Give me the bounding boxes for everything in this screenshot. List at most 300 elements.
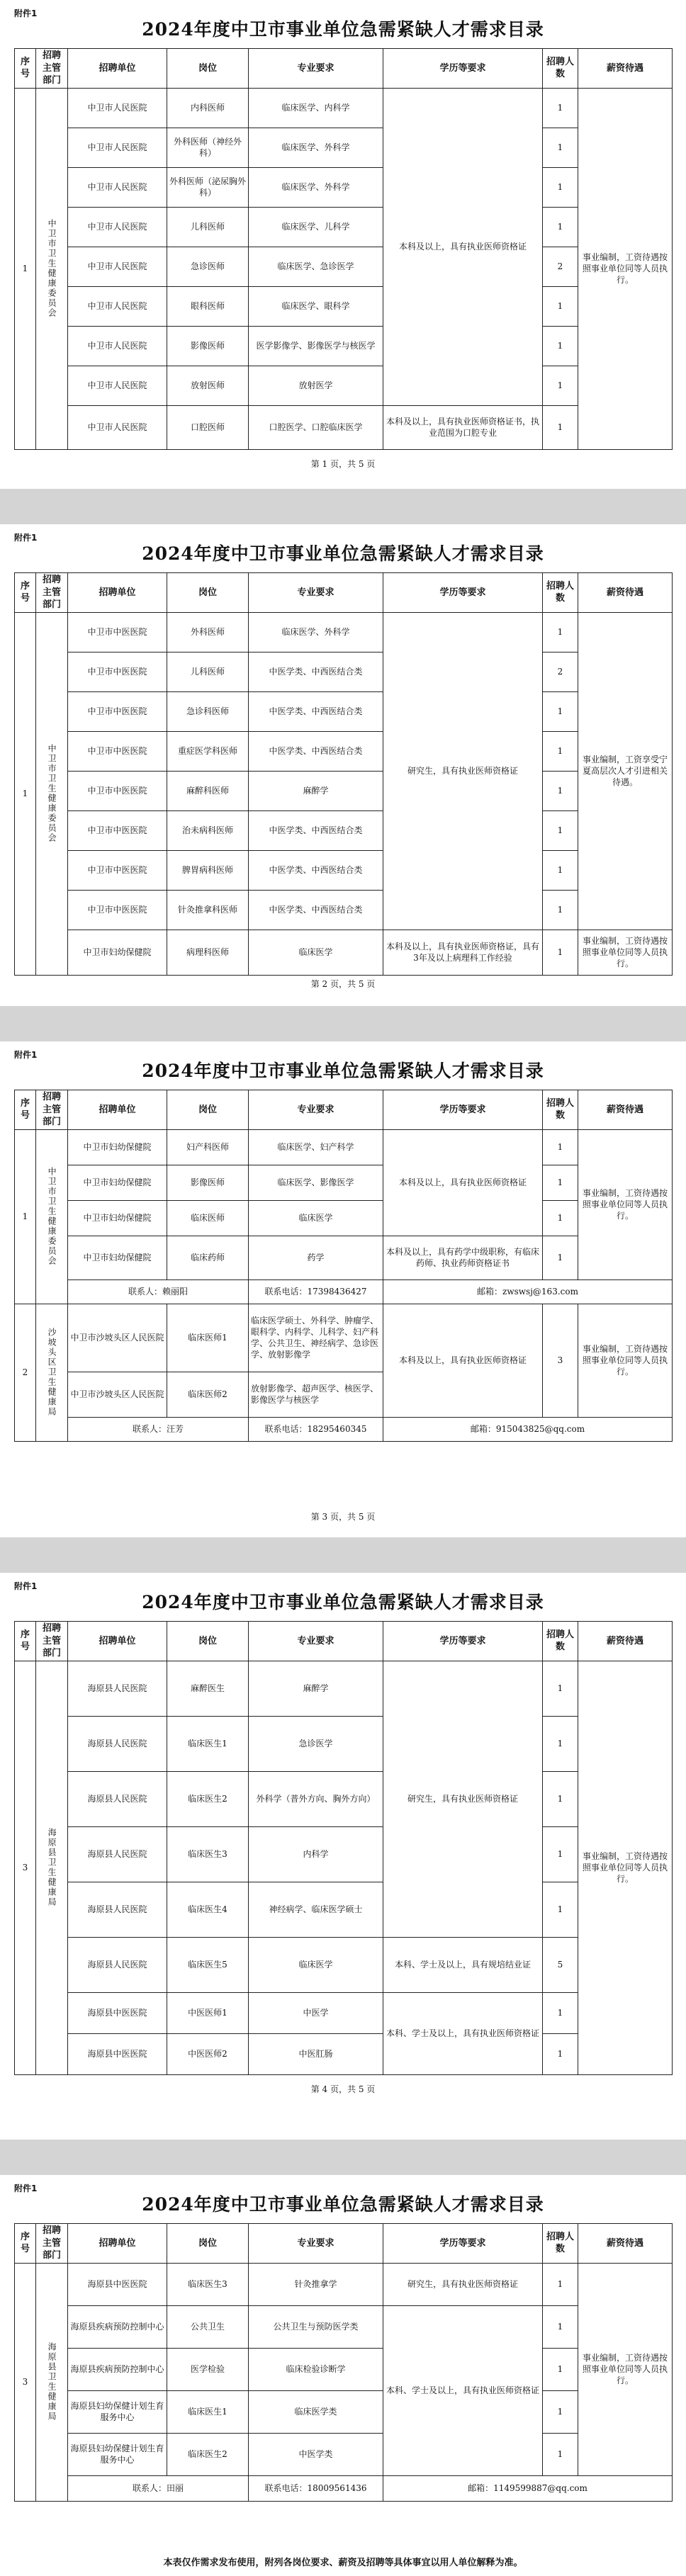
annex-label: 附件1 xyxy=(14,2184,38,2193)
page-title: 2024年度中卫市事业单位急需紧缺人才需求目录 xyxy=(142,1592,544,1612)
unit-cell: 中卫市妇幼保健院 xyxy=(68,1165,167,1200)
num-cell: 1 xyxy=(543,2263,578,2305)
annex-label: 附件1 xyxy=(14,1581,38,1591)
edu-cell: 本科及以上，具有执业医师资格证书，执业范围为口腔专业 xyxy=(383,405,543,449)
page-title: 2024年度中卫市事业单位急需紧缺人才需求目录 xyxy=(142,1061,544,1081)
major-cell: 麻醉学 xyxy=(249,1661,383,1716)
num-cell: 1 xyxy=(543,1661,578,1716)
edu-cell: 本科及以上，具有执业医师资格证 xyxy=(383,1304,543,1417)
major-cell: 中医学类、中西医结合类 xyxy=(249,810,383,850)
num-cell: 1 xyxy=(543,1129,578,1165)
dept-text: 沙坡头区卫生健康局 xyxy=(47,1328,57,1418)
header-pay: 薪资待遇 xyxy=(578,49,673,89)
major-cell: 急诊医学 xyxy=(249,1716,383,1771)
unit-cell: 中卫市人民医院 xyxy=(68,88,167,128)
post-cell: 麻醉科医师 xyxy=(167,771,249,810)
header-row xyxy=(15,573,673,613)
post-cell: 医学检验 xyxy=(167,2348,249,2390)
unit-cell: 中卫市人民医院 xyxy=(68,286,167,326)
major-cell: 临床医学、影像医学 xyxy=(249,1165,383,1200)
major-cell: 针灸推拿学 xyxy=(249,2263,383,2305)
table-row xyxy=(15,1826,673,1882)
major-cell: 临床医学硕士、外科学、肿瘤学、眼科学、内科学、儿科学、妇产科学、公共卫生、神经病学、急诊医学、放射影像学 xyxy=(249,1304,383,1372)
num-cell: 1 xyxy=(543,207,578,247)
major-cell: 临床医学、眼科学 xyxy=(249,286,383,326)
unit-cell: 中卫市妇幼保健院 xyxy=(68,1129,167,1165)
contact-phone: 联系电话：17398436427 xyxy=(249,1279,383,1304)
unit-cell: 中卫市妇幼保健院 xyxy=(68,1236,167,1279)
final-note: 本表仅作需求发布使用，附列各岗位要求、薪资及招聘等具体事宜以用人单位解释为准。 xyxy=(163,2558,523,2568)
post-cell: 儿科医师 xyxy=(167,652,249,691)
post-cell: 口腔医师 xyxy=(167,405,249,449)
table-row xyxy=(15,207,673,247)
pay-cell: 事业编制，工资待遇按照事业单位同等人员执行。 xyxy=(578,1661,673,2074)
dept-text: 海原县卫生健康局 xyxy=(47,2342,57,2422)
header-post: 岗位 xyxy=(167,2224,249,2264)
contact-email: 邮箱：1149599887@qq.com xyxy=(383,2475,673,2501)
table-row xyxy=(15,1771,673,1826)
major-cell: 临床检验诊断学 xyxy=(249,2348,383,2390)
page-footer: 第 4 页，共 5 页 xyxy=(310,2084,376,2094)
num-cell: 1 xyxy=(543,1826,578,1882)
unit-cell: 海原县中医医院 xyxy=(68,2263,167,2305)
unit-cell: 中卫市人民医院 xyxy=(68,405,167,449)
unit-cell: 海原县人民医院 xyxy=(68,1882,167,1937)
table-row xyxy=(15,771,673,810)
unit-cell: 中卫市中医医院 xyxy=(68,612,167,652)
annex-label: 附件1 xyxy=(14,9,38,18)
major-cell: 临床医学、儿科学 xyxy=(249,207,383,247)
major-cell: 临床医学、妇产科学 xyxy=(249,1129,383,1165)
header-seq: 序号 xyxy=(15,573,36,613)
header-row xyxy=(15,2224,673,2264)
unit-cell: 中卫市人民医院 xyxy=(68,128,167,167)
post-cell: 急诊医师 xyxy=(167,247,249,286)
header-major: 专业要求 xyxy=(249,1622,383,1661)
page-footer: 第 2 页，共 5 页 xyxy=(310,979,376,989)
major-cell: 公共卫生与预防医学类 xyxy=(249,2305,383,2348)
pay-cell: 事业编制，工资待遇按照事业单位同等人员执行。 xyxy=(578,930,673,975)
page-5 xyxy=(0,2175,686,2576)
header-num: 招聘人数 xyxy=(543,49,578,89)
header-unit: 招聘单位 xyxy=(68,573,167,613)
major-cell: 内科学 xyxy=(249,1826,383,1882)
header-edu: 学历等要求 xyxy=(383,49,543,89)
table-row xyxy=(15,1992,673,2033)
header-edu: 学历等要求 xyxy=(383,1622,543,1661)
major-cell: 临床医学、外科学 xyxy=(249,128,383,167)
num-cell: 1 xyxy=(543,2433,578,2475)
edu-cell: 本科及以上，具有执业医师资格证，具有3年及以上病理科工作经验 xyxy=(383,930,543,975)
major-cell: 临床医学、外科学 xyxy=(249,612,383,652)
header-unit: 招聘单位 xyxy=(68,2224,167,2264)
unit-cell: 中卫市沙坡头区人民医院 xyxy=(68,1304,167,1372)
unit-cell: 中卫市中医医院 xyxy=(68,850,167,890)
num-cell: 1 xyxy=(543,731,578,771)
post-cell: 脾胃病科医师 xyxy=(167,850,249,890)
unit-cell: 中卫市沙坡头区人民医院 xyxy=(68,1372,167,1417)
header-post: 岗位 xyxy=(167,49,249,89)
header-unit: 招聘单位 xyxy=(68,1622,167,1661)
table-row xyxy=(15,1661,673,1716)
pay-cell: 事业编制，工资待遇按照事业单位同等人员执行。 xyxy=(578,1304,673,1417)
num-cell: 1 xyxy=(543,88,578,128)
header-post: 岗位 xyxy=(167,573,249,613)
header-major: 专业要求 xyxy=(249,1090,383,1130)
header-seq: 序号 xyxy=(15,49,36,89)
contact-phone: 联系电话：18009561436 xyxy=(249,2475,383,2501)
page-footer: 第 3 页，共 5 页 xyxy=(310,1512,376,1522)
table-row xyxy=(15,1129,673,1165)
num-cell: 1 xyxy=(543,2033,578,2074)
unit-cell: 中卫市中医医院 xyxy=(68,890,167,930)
num-cell: 2 xyxy=(543,652,578,691)
pay-cell: 事业编制，工资享受宁夏高层次人才引进相关待遇。 xyxy=(578,612,673,930)
header-unit: 招聘单位 xyxy=(68,49,167,89)
major-cell: 医学影像学、影像医学与核医学 xyxy=(249,326,383,366)
header-seq: 序号 xyxy=(15,2224,36,2264)
edu-cell: 研究生，具有执业医师资格证 xyxy=(383,612,543,930)
talent-table xyxy=(14,1621,673,2075)
dept-cell xyxy=(36,2263,68,2501)
table-row xyxy=(15,405,673,449)
table-row xyxy=(15,930,673,975)
header-post: 岗位 xyxy=(167,1090,249,1130)
post-cell: 内科医师 xyxy=(167,88,249,128)
table-row xyxy=(15,2348,673,2390)
major-cell: 临床医学类 xyxy=(249,2390,383,2433)
page-2 xyxy=(0,524,686,1006)
post-cell: 眼科医师 xyxy=(167,286,249,326)
num-cell: 1 xyxy=(543,326,578,366)
post-cell: 重症医学科医师 xyxy=(167,731,249,771)
num-cell: 1 xyxy=(543,1882,578,1937)
num-cell: 1 xyxy=(543,1165,578,1200)
header-row xyxy=(15,1090,673,1130)
post-cell: 临床医生3 xyxy=(167,1826,249,1882)
dept-cell xyxy=(36,1661,68,2074)
table-row xyxy=(15,1165,673,1200)
num-cell: 1 xyxy=(543,1716,578,1771)
post-cell: 临床医师2 xyxy=(167,1372,249,1417)
post-cell: 临床医生2 xyxy=(167,1771,249,1826)
unit-cell: 海原县人民医院 xyxy=(68,1661,167,1716)
major-cell: 中医学类、中西医结合类 xyxy=(249,691,383,731)
post-cell: 针灸推拿科医师 xyxy=(167,890,249,930)
edu-cell: 本科、学士及以上，具有执业医师资格证 xyxy=(383,1992,543,2074)
header-pay: 薪资待遇 xyxy=(578,1622,673,1661)
major-cell: 临床医学 xyxy=(249,1200,383,1236)
page-3 xyxy=(0,1041,686,1537)
header-row xyxy=(15,1622,673,1661)
page-title: 2024年度中卫市事业单位急需紧缺人才需求目录 xyxy=(142,19,544,40)
unit-cell: 中卫市中医医院 xyxy=(68,691,167,731)
post-cell: 临床医生1 xyxy=(167,2390,249,2433)
table-row xyxy=(15,326,673,366)
header-pay: 薪资待遇 xyxy=(578,1090,673,1130)
table-row xyxy=(15,167,673,207)
table-row xyxy=(15,810,673,850)
major-cell: 中医学类、中西医结合类 xyxy=(249,850,383,890)
post-cell: 外科医师（泌尿胸外科） xyxy=(167,167,249,207)
table-row xyxy=(15,1937,673,1992)
unit-cell: 中卫市人民医院 xyxy=(68,247,167,286)
num-cell: 1 xyxy=(543,128,578,167)
num-cell: 1 xyxy=(543,1992,578,2033)
num-cell: 1 xyxy=(543,2305,578,2348)
seq-cell: 3 xyxy=(15,2263,36,2501)
seq-cell: 2 xyxy=(15,1304,36,1441)
num-cell: 1 xyxy=(543,1771,578,1826)
unit-cell: 中卫市妇幼保健院 xyxy=(68,1200,167,1236)
major-cell: 放射医学 xyxy=(249,366,383,405)
unit-cell: 中卫市人民医院 xyxy=(68,167,167,207)
header-unit: 招聘单位 xyxy=(68,1090,167,1130)
dept-cell xyxy=(36,1129,68,1304)
major-cell: 中医学类 xyxy=(249,2433,383,2475)
header-dept: 招聘主管部门 xyxy=(36,573,68,613)
pay-cell: 事业编制，工资待遇按照事业单位同等人员执行。 xyxy=(578,88,673,449)
num-cell: 1 xyxy=(543,890,578,930)
table-row xyxy=(15,247,673,286)
unit-cell: 中卫市中医医院 xyxy=(68,810,167,850)
seq-cell: 1 xyxy=(15,88,36,449)
num-cell: 2 xyxy=(543,247,578,286)
table-row xyxy=(15,2390,673,2433)
table-row xyxy=(15,366,673,405)
unit-cell: 海原县疾病预防控制中心 xyxy=(68,2348,167,2390)
major-cell: 临床医学、外科学 xyxy=(249,167,383,207)
contact-name: 联系人：汪芳 xyxy=(68,1417,249,1441)
header-edu: 学历等要求 xyxy=(383,2224,543,2264)
num-cell: 1 xyxy=(543,612,578,652)
table-row xyxy=(15,2033,673,2074)
post-cell: 放射医师 xyxy=(167,366,249,405)
header-dept: 招聘主管部门 xyxy=(36,1090,68,1130)
table-row xyxy=(15,2305,673,2348)
header-seq: 序号 xyxy=(15,1622,36,1661)
contact-name: 联系人：田丽 xyxy=(68,2475,249,2501)
unit-cell: 海原县人民医院 xyxy=(68,1826,167,1882)
major-cell: 临床医学 xyxy=(249,1937,383,1992)
table-row xyxy=(15,1304,673,1372)
major-cell: 药学 xyxy=(249,1236,383,1279)
major-cell: 麻醉学 xyxy=(249,771,383,810)
post-cell: 公共卫生 xyxy=(167,2305,249,2348)
page-footer: 第 1 页，共 5 页 xyxy=(310,459,376,469)
num-cell: 5 xyxy=(543,1937,578,1992)
header-dept: 招聘主管部门 xyxy=(36,49,68,89)
contact-row xyxy=(15,1417,673,1441)
annex-label: 附件1 xyxy=(14,533,38,543)
dept-text: 海原县卫生健康局 xyxy=(47,1828,57,1908)
page-1 xyxy=(0,0,686,489)
num-cell: 1 xyxy=(543,2348,578,2390)
num-cell: 3 xyxy=(543,1304,578,1417)
major-cell: 临床医学、内科学 xyxy=(249,88,383,128)
post-cell: 临床医生1 xyxy=(167,1716,249,1771)
pay-cell: 事业编制，工资待遇按照事业单位同等人员执行。 xyxy=(578,1129,673,1279)
unit-cell: 海原县疾病预防控制中心 xyxy=(68,2305,167,2348)
table-row xyxy=(15,1716,673,1771)
pay-cell: 事业编制，工资待遇按照事业单位同等人员执行。 xyxy=(578,2263,673,2475)
major-cell: 临床医学、急诊医学 xyxy=(249,247,383,286)
contact-row xyxy=(15,1279,673,1304)
header-major: 专业要求 xyxy=(249,49,383,89)
table-row xyxy=(15,1236,673,1279)
table-row xyxy=(15,731,673,771)
num-cell: 1 xyxy=(543,1236,578,1279)
unit-cell: 中卫市妇幼保健院 xyxy=(68,930,167,975)
contact-name: 联系人：赖丽阳 xyxy=(68,1279,249,1304)
header-edu: 学历等要求 xyxy=(383,1090,543,1130)
num-cell: 1 xyxy=(543,1200,578,1236)
talent-table xyxy=(14,2223,673,2502)
post-cell: 影像医师 xyxy=(167,1165,249,1200)
num-cell: 1 xyxy=(543,771,578,810)
major-cell: 神经病学、临床医学硕士 xyxy=(249,1882,383,1937)
major-cell: 中医学类、中西医结合类 xyxy=(249,890,383,930)
post-cell: 临床医生5 xyxy=(167,1937,249,1992)
table-row xyxy=(15,850,673,890)
unit-cell: 海原县妇幼保健计划生育服务中心 xyxy=(68,2390,167,2433)
post-cell: 临床医生4 xyxy=(167,1882,249,1937)
num-cell: 1 xyxy=(543,167,578,207)
contact-phone: 联系电话：18295460345 xyxy=(249,1417,383,1441)
dept-cell xyxy=(36,88,68,449)
header-num: 招聘人数 xyxy=(543,2224,578,2264)
major-cell: 中医学 xyxy=(249,1992,383,2033)
table-row xyxy=(15,1200,673,1236)
edu-cell: 本科、学士及以上，具有规培结业证 xyxy=(383,1937,543,1992)
edu-cell: 本科及以上，具有执业医师资格证 xyxy=(383,88,543,405)
edu-cell: 研究生，具有执业医师资格证 xyxy=(383,1661,543,1937)
edu-cell: 本科及以上，具有药学中级职称，有临床药师、执业药师资格证书 xyxy=(383,1236,543,1279)
post-cell: 治未病科医师 xyxy=(167,810,249,850)
table-row xyxy=(15,691,673,731)
major-cell: 放射影像学、超声医学、核医学、影像医学与核医学 xyxy=(249,1372,383,1417)
unit-cell: 海原县人民医院 xyxy=(68,1937,167,1992)
unit-cell: 中卫市人民医院 xyxy=(68,207,167,247)
major-cell: 中医肛肠 xyxy=(249,2033,383,2074)
dept-text: 中卫市卫生健康委员会 xyxy=(47,744,57,844)
major-cell: 中医学类、中西医结合类 xyxy=(249,731,383,771)
post-cell: 影像医师 xyxy=(167,326,249,366)
unit-cell: 海原县妇幼保健计划生育服务中心 xyxy=(68,2433,167,2475)
num-cell: 1 xyxy=(543,405,578,449)
seq-cell: 1 xyxy=(15,612,36,975)
post-cell: 中医医师2 xyxy=(167,2033,249,2074)
num-cell: 1 xyxy=(543,2390,578,2433)
seq-cell: 3 xyxy=(15,1661,36,2074)
dept-text: 中卫市卫生健康委员会 xyxy=(47,219,57,319)
talent-table xyxy=(14,572,673,976)
post-cell: 急诊科医师 xyxy=(167,691,249,731)
post-cell: 临床医师 xyxy=(167,1200,249,1236)
contact-email: 邮箱：915043825@qq.com xyxy=(383,1417,673,1441)
page-title: 2024年度中卫市事业单位急需紧缺人才需求目录 xyxy=(142,2194,544,2215)
major-cell: 外科学（普外方向、胸外方向） xyxy=(249,1771,383,1826)
header-major: 专业要求 xyxy=(249,2224,383,2264)
unit-cell: 中卫市人民医院 xyxy=(68,326,167,366)
unit-cell: 海原县人民医院 xyxy=(68,1771,167,1826)
unit-cell: 中卫市中医医院 xyxy=(68,731,167,771)
unit-cell: 海原县人民医院 xyxy=(68,1716,167,1771)
post-cell: 妇产科医师 xyxy=(167,1129,249,1165)
num-cell: 1 xyxy=(543,930,578,975)
major-cell: 中医学类、中西医结合类 xyxy=(249,652,383,691)
header-row xyxy=(15,49,673,89)
major-cell: 临床医学 xyxy=(249,930,383,975)
num-cell: 1 xyxy=(543,691,578,731)
unit-cell: 中卫市中医医院 xyxy=(68,652,167,691)
talent-table xyxy=(14,1090,673,1442)
table-row xyxy=(15,2433,673,2475)
post-cell: 临床医生2 xyxy=(167,2433,249,2475)
table-row xyxy=(15,88,673,128)
post-cell: 临床医生3 xyxy=(167,2263,249,2305)
unit-cell: 中卫市中医医院 xyxy=(68,771,167,810)
post-cell: 麻醉医生 xyxy=(167,1661,249,1716)
edu-cell: 研究生，具有执业医师资格证 xyxy=(383,2263,543,2305)
table-row xyxy=(15,128,673,167)
header-num: 招聘人数 xyxy=(543,573,578,613)
dept-cell xyxy=(36,612,68,975)
table-row xyxy=(15,890,673,930)
major-cell: 口腔医学、口腔临床医学 xyxy=(249,405,383,449)
unit-cell: 海原县中医医院 xyxy=(68,1992,167,2033)
annex-label: 附件1 xyxy=(14,1050,38,1060)
post-cell: 临床药师 xyxy=(167,1236,249,1279)
num-cell: 1 xyxy=(543,810,578,850)
edu-cell: 本科及以上，具有执业医师资格证 xyxy=(383,1129,543,1236)
post-cell: 临床医师1 xyxy=(167,1304,249,1372)
header-major: 专业要求 xyxy=(249,573,383,613)
post-cell: 儿科医师 xyxy=(167,207,249,247)
post-cell: 外科医师 xyxy=(167,612,249,652)
table-row xyxy=(15,2263,673,2305)
num-cell: 1 xyxy=(543,286,578,326)
num-cell: 1 xyxy=(543,366,578,405)
table-row xyxy=(15,652,673,691)
post-cell: 病理科医师 xyxy=(167,930,249,975)
header-dept: 招聘主管部门 xyxy=(36,2224,68,2264)
contact-email: 邮箱：zwswsj@163.com xyxy=(383,1279,673,1304)
seq-cell: 1 xyxy=(15,1129,36,1304)
header-seq: 序号 xyxy=(15,1090,36,1130)
header-num: 招聘人数 xyxy=(543,1622,578,1661)
header-pay: 薪资待遇 xyxy=(578,573,673,613)
header-pay: 薪资待遇 xyxy=(578,2224,673,2264)
dept-text: 中卫市卫生健康委员会 xyxy=(47,1167,57,1267)
unit-cell: 海原县中医医院 xyxy=(68,2033,167,2074)
post-cell: 中医医师1 xyxy=(167,1992,249,2033)
header-edu: 学历等要求 xyxy=(383,573,543,613)
contact-row xyxy=(15,2475,673,2501)
table-row xyxy=(15,286,673,326)
talent-table xyxy=(14,48,673,450)
page-4 xyxy=(0,1573,686,2140)
edu-cell: 本科、学士及以上，具有执业医师资格证 xyxy=(383,2305,543,2475)
table-row xyxy=(15,612,673,652)
num-cell: 1 xyxy=(543,850,578,890)
post-cell: 外科医师（神经外科） xyxy=(167,128,249,167)
dept-cell xyxy=(36,1304,68,1441)
unit-cell: 中卫市人民医院 xyxy=(68,366,167,405)
table-row xyxy=(15,1882,673,1937)
header-post: 岗位 xyxy=(167,1622,249,1661)
page-title: 2024年度中卫市事业单位急需紧缺人才需求目录 xyxy=(142,543,544,564)
